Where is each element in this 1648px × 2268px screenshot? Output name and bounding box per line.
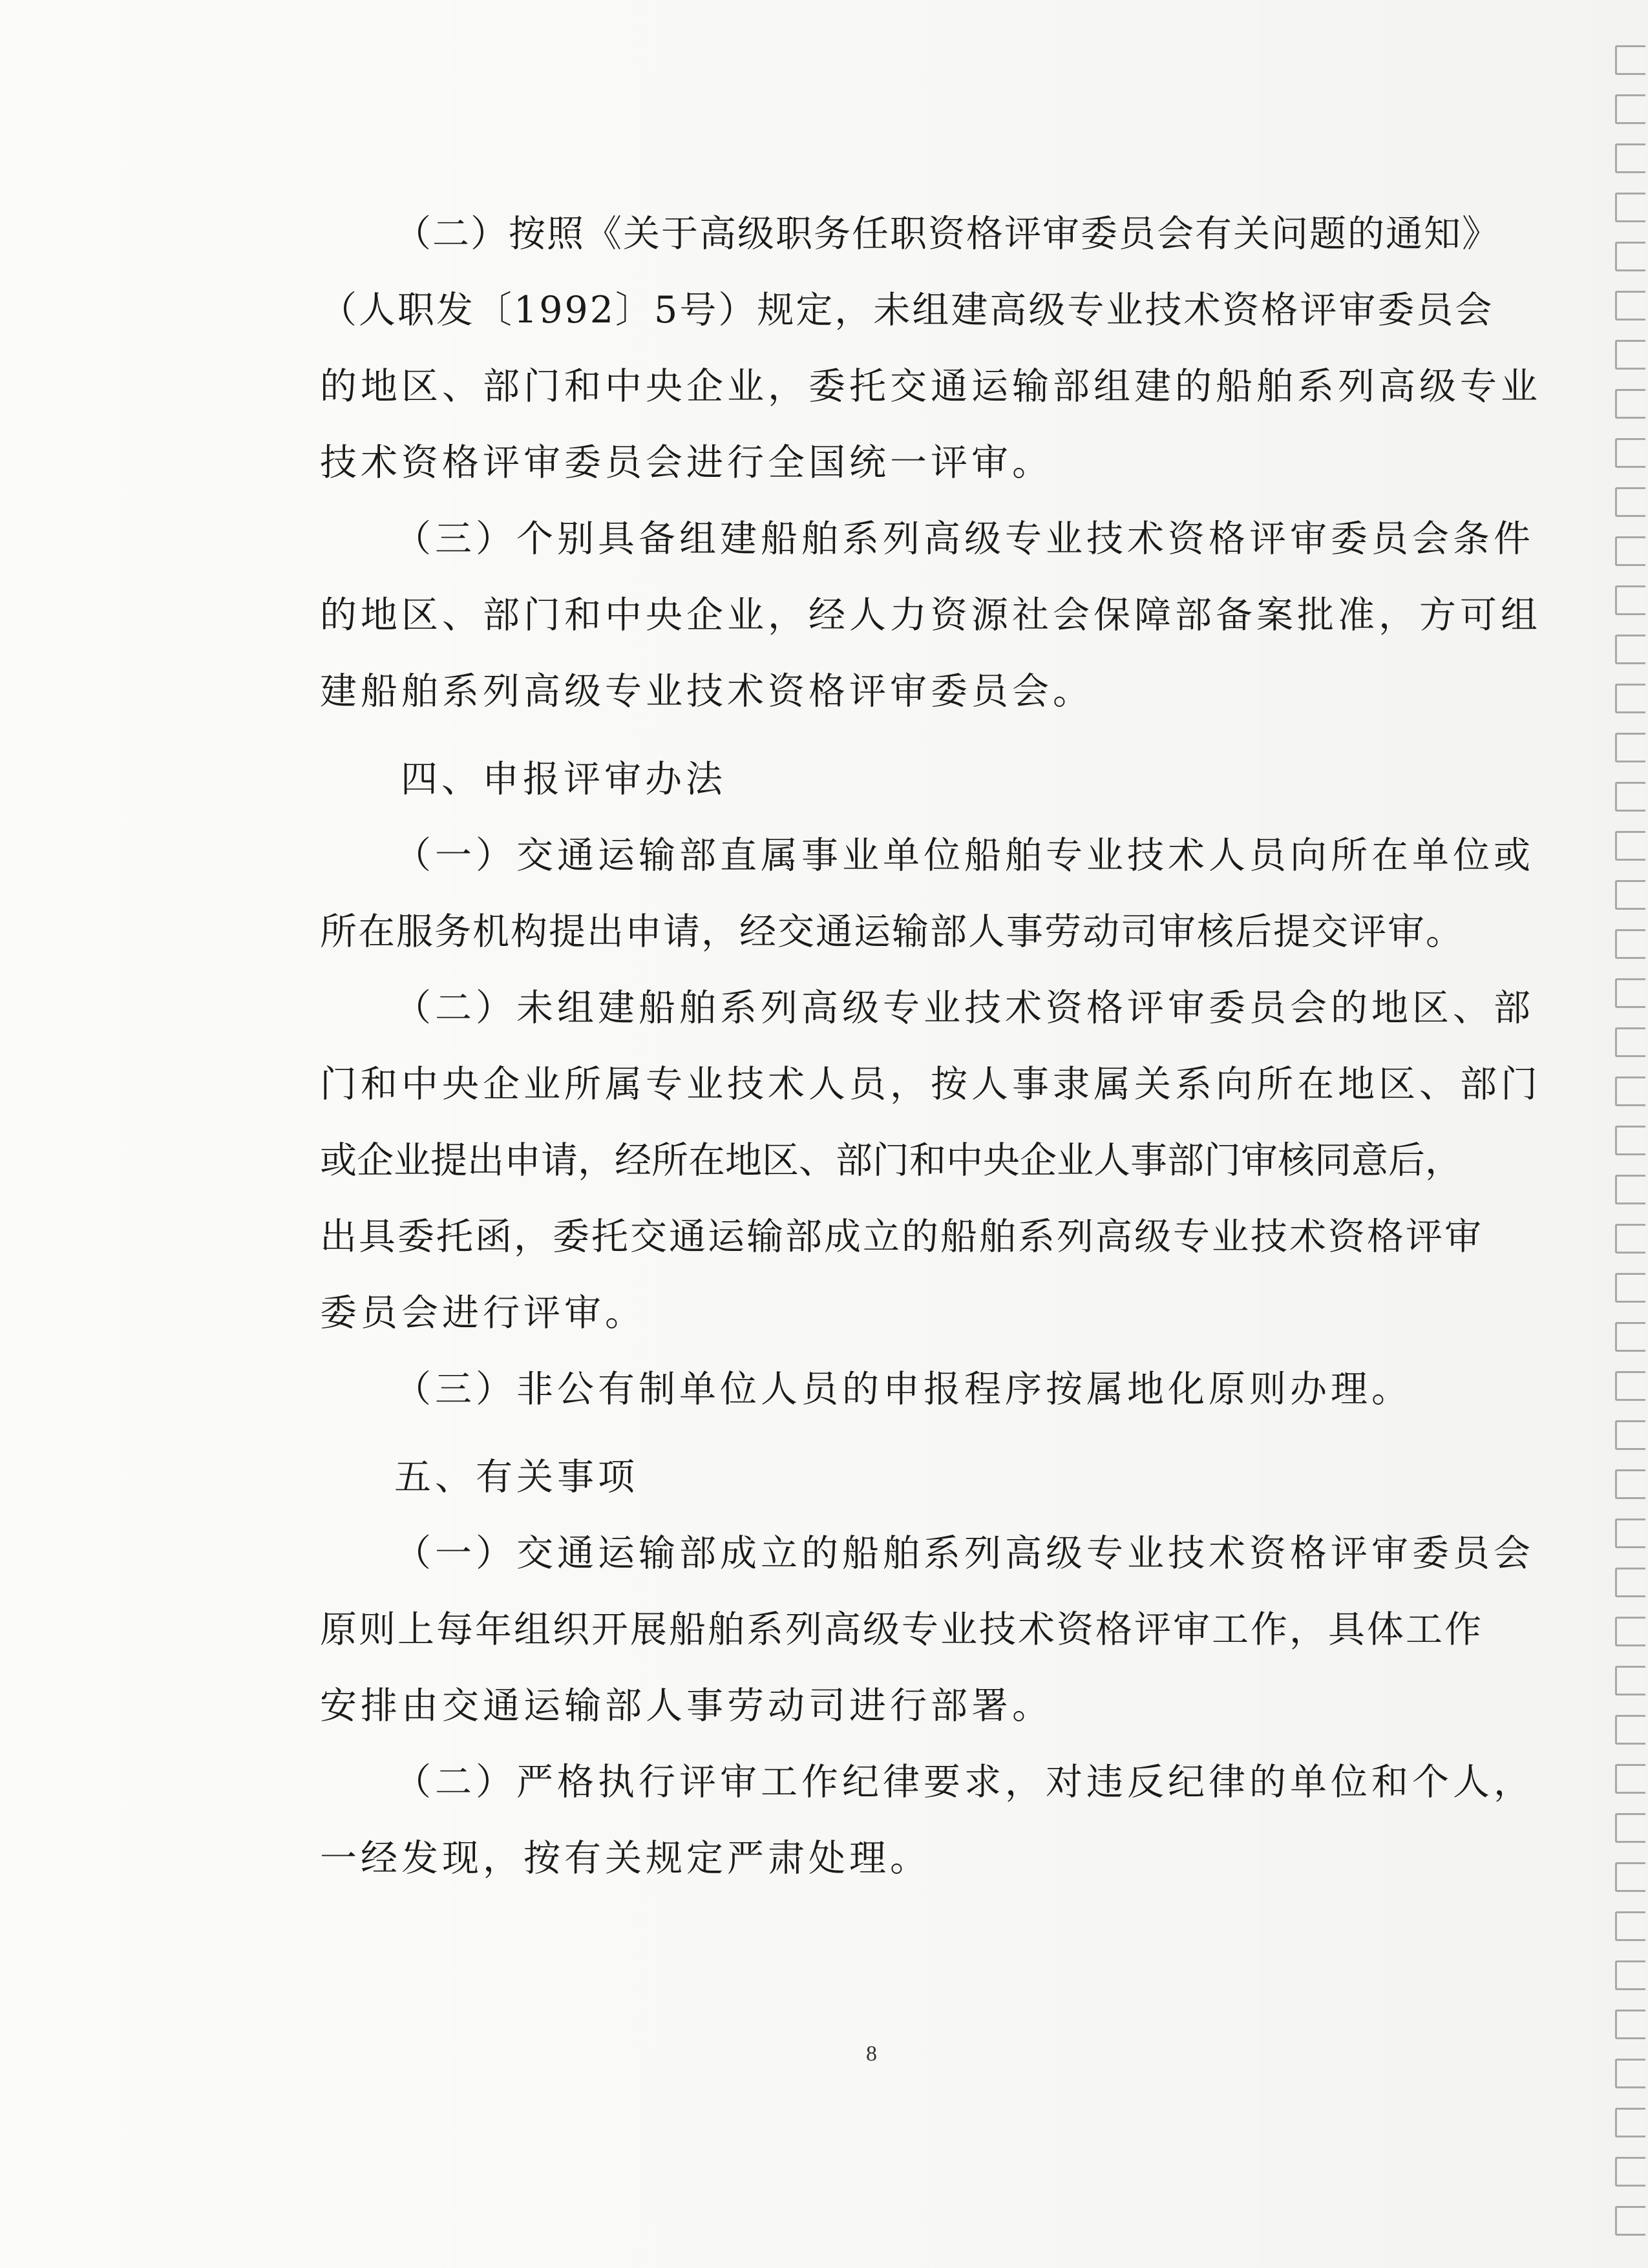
- paragraph-line: 建船舶系列高级专业技术资格评审委员会。: [320, 670, 1093, 713]
- paragraph-line: 原则上每年组织开展船舶系列高级专业技术资格评审工作，具体工作: [320, 1608, 1483, 1651]
- paragraph-line: 出具委托函，委托交通运输部成立的船舶系列高级专业技术资格评审: [320, 1215, 1483, 1258]
- paragraph-line: （一）交通运输部直属事业单位船舶专业技术人员向所在单位或: [394, 834, 1534, 877]
- section-heading: 五、有关事项: [394, 1456, 639, 1498]
- page-number: 8: [866, 2042, 877, 2066]
- paragraph-line: 的地区、部门和中央企业，委托交通运输部组建的船舶系列高级专业: [320, 365, 1541, 408]
- paragraph-line: 安排由交通运输部人事劳动司进行部署。: [320, 1685, 1053, 1727]
- paragraph-line: 或企业提出申请，经所在地区、部门和中央企业人事部门审核同意后，: [320, 1139, 1462, 1182]
- paragraph-line: （三）非公有制单位人员的申报程序按属地化原则办理。: [394, 1368, 1412, 1411]
- paragraph-line: （一）交通运输部成立的船舶系列高级专业技术资格评审委员会: [394, 1532, 1534, 1575]
- paragraph-line: 的地区、部门和中央企业，经人力资源社会保障部备案批准，方可组: [320, 594, 1541, 636]
- paragraph-line: （人职发〔1992〕5号）规定，未组建高级专业技术资格评审委员会: [320, 289, 1494, 331]
- paragraph-line: （二）未组建船舶系列高级专业技术资格评审委员会的地区、部: [394, 987, 1534, 1029]
- section-heading: 四、申报评审办法: [401, 758, 726, 801]
- paragraph-line: （二）严格执行评审工作纪律要求，对违反纪律的单位和个人，: [394, 1761, 1534, 1803]
- paragraph-line: （二）按照《关于高级职务任职资格评审委员会有关问题的通知》: [394, 213, 1500, 255]
- paragraph-line: 门和中央企业所属专业技术人员，按人事隶属关系向所在地区、部门: [320, 1063, 1541, 1106]
- paragraph-line: （三）个别具备组建船舶系列高级专业技术资格评审委员会条件: [394, 518, 1534, 560]
- paragraph-line: 所在服务机构提出申请，经交通运输部人事劳动司审核后提交评审。: [320, 910, 1464, 953]
- paragraph-line: 委员会进行评审。: [320, 1292, 646, 1334]
- paragraph-line: 技术资格评审委员会进行全国统一评审。: [320, 441, 1053, 484]
- paragraph-line: 一经发现，按有关规定严肃处理。: [320, 1837, 931, 1880]
